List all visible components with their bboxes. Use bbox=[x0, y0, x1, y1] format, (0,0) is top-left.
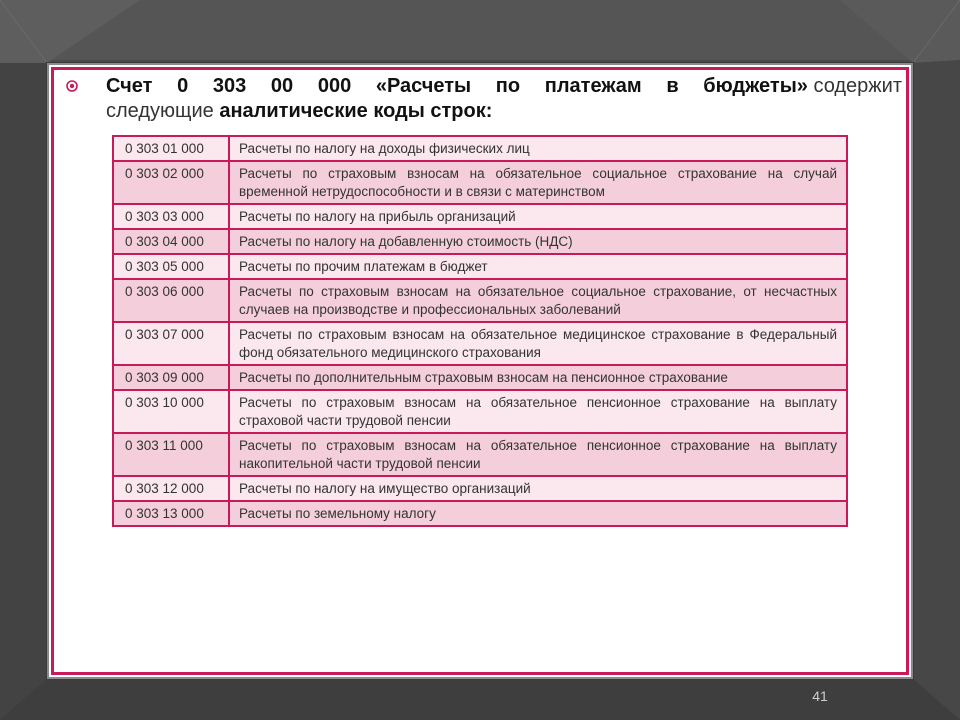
description-cell: Расчеты по налогу на прибыль организаций bbox=[229, 204, 847, 229]
description-cell: Расчеты по земельному налогу bbox=[229, 501, 847, 526]
heading-line-2 bbox=[106, 99, 902, 124]
heading-line2-bold: аналитические коды строк: bbox=[219, 100, 493, 122]
table-row bbox=[113, 254, 847, 279]
table-row bbox=[113, 229, 847, 254]
code-cell: 0 303 09 000 bbox=[113, 365, 229, 390]
analytic-codes-table bbox=[112, 135, 848, 527]
heading-word-group bbox=[703, 74, 902, 99]
heading-word: платежам bbox=[544, 75, 642, 97]
heading-word: «Расчеты bbox=[375, 75, 472, 97]
page-number: 41 bbox=[812, 688, 828, 704]
table-row bbox=[113, 476, 847, 501]
heading-line2-normal: следующие bbox=[106, 100, 220, 122]
code-cell: 0 303 06 000 bbox=[113, 279, 229, 322]
heading-word: Счет bbox=[106, 75, 153, 97]
description-cell: Расчеты по налогу на имущество организаций bbox=[229, 476, 847, 501]
table-row bbox=[113, 322, 847, 365]
heading-word: в bbox=[666, 75, 679, 97]
heading-word: 0 bbox=[177, 75, 189, 97]
description-cell: Расчеты по страховым взносам на обязательное социальное страхование на случай временной нетрудоспособности и в связи с материнством bbox=[229, 161, 847, 204]
description-cell: Расчеты по прочим платежам в бюджет bbox=[229, 254, 847, 279]
table-row bbox=[113, 365, 847, 390]
description-cell: Расчеты по страховым взносам на обязательное пенсионное страхование на выплату накопительной части трудовой пенсии bbox=[229, 433, 847, 476]
code-cell: 0 303 13 000 bbox=[113, 501, 229, 526]
code-cell: 0 303 03 000 bbox=[113, 204, 229, 229]
table-row bbox=[113, 501, 847, 526]
code-cell: 0 303 01 000 bbox=[113, 136, 229, 161]
table-row bbox=[113, 136, 847, 161]
description-cell: Расчеты по налогу на добавленную стоимость (НДС) bbox=[229, 229, 847, 254]
heading-word: 00 bbox=[270, 75, 294, 97]
target-bullet-icon bbox=[66, 80, 78, 92]
code-cell: 0 303 10 000 bbox=[113, 390, 229, 433]
table-row bbox=[113, 161, 847, 204]
code-cell: 0 303 11 000 bbox=[113, 433, 229, 476]
table-row bbox=[113, 204, 847, 229]
heading-word: содержит bbox=[807, 75, 902, 97]
heading-word: бюджеты» bbox=[703, 75, 808, 97]
code-cell: 0 303 12 000 bbox=[113, 476, 229, 501]
table-row bbox=[113, 390, 847, 433]
heading-word: по bbox=[495, 75, 521, 97]
description-cell: Расчеты по страховым взносам на обязательное пенсионное страхование на выплату страховой части трудовой пенсии bbox=[229, 390, 847, 433]
description-cell: Расчеты по страховым взносам на обязательное медицинское страхование в Федеральный фонд обязательного медицинского страхования bbox=[229, 322, 847, 365]
table-row bbox=[113, 279, 847, 322]
code-cell: 0 303 07 000 bbox=[113, 322, 229, 365]
slide-heading bbox=[106, 74, 902, 124]
description-cell: Расчеты по дополнительным страховым взносам на пенсионное страхование bbox=[229, 365, 847, 390]
description-cell: Расчеты по налогу на доходы физических лиц bbox=[229, 136, 847, 161]
code-cell: 0 303 04 000 bbox=[113, 229, 229, 254]
heading-line-1 bbox=[106, 74, 902, 99]
code-cell: 0 303 05 000 bbox=[113, 254, 229, 279]
heading-word: 303 bbox=[212, 75, 247, 97]
code-cell: 0 303 02 000 bbox=[113, 161, 229, 204]
description-cell: Расчеты по страховым взносам на обязательное социальное страхование, от несчастных случаев на производстве и профессиональных заболеваний bbox=[229, 279, 847, 322]
heading-word: 000 bbox=[317, 75, 352, 97]
table-row bbox=[113, 433, 847, 476]
